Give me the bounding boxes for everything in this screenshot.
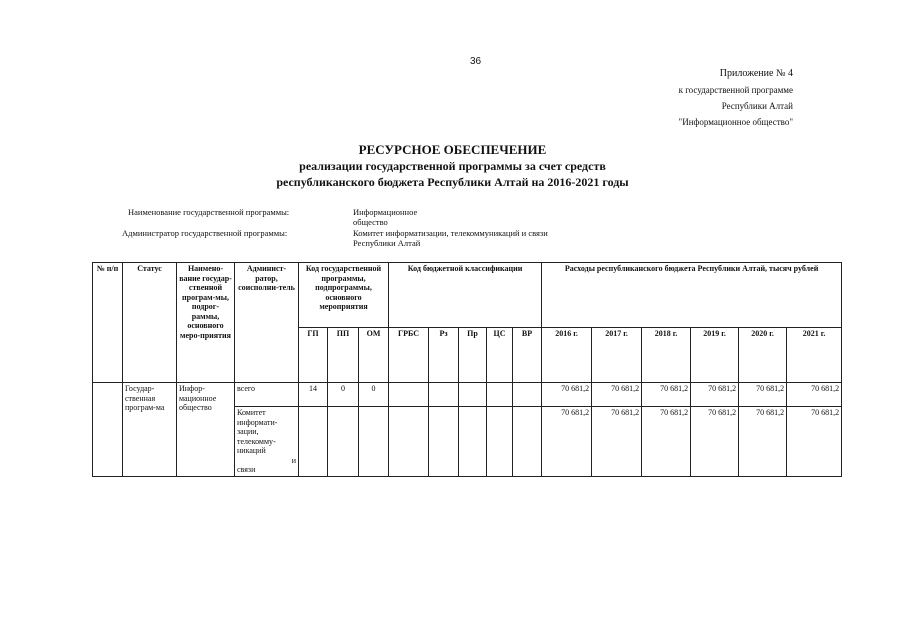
row-amount-cell: 70 681,2 — [542, 407, 592, 477]
row-gp-cell — [299, 407, 328, 477]
col-header-cs: ЦС — [487, 328, 513, 383]
row-grbs-cell — [389, 407, 429, 477]
row-num-cell — [93, 383, 123, 477]
row-amount-cell: 70 681,2 — [739, 407, 787, 477]
row-rz-cell — [429, 407, 459, 477]
col-header-year: 2019 г. — [691, 328, 739, 383]
title-line: реализации государственной программы за счет средств — [299, 159, 606, 173]
col-header-year: 2020 г. — [739, 328, 787, 383]
program-value: общество — [353, 217, 388, 227]
table-row — [93, 383, 842, 407]
resource-table — [92, 262, 842, 477]
annex-line: Республики Алтай — [721, 101, 793, 111]
row-amount-cell: 70 681,2 — [691, 383, 739, 407]
col-header-om: ОМ — [359, 328, 389, 383]
title-line: республиканского бюджета Республики Алтай на 2016-2021 годы — [276, 175, 629, 189]
admin-value: Республики Алтай — [353, 238, 421, 248]
row-rz-cell — [429, 383, 459, 407]
row-amount-cell: 70 681,2 — [739, 383, 787, 407]
row-vr-cell — [513, 407, 542, 477]
admin-name-text: связи — [237, 465, 256, 474]
row-status-cell: Государ-ственная програм-ма — [123, 383, 177, 477]
admin-name-text: Комитет информати-зации, телекомму-никаций — [237, 408, 278, 455]
col-header-year: 2021 г. — [787, 328, 842, 383]
annex-line: "Информационное общество" — [678, 117, 793, 127]
col-header-year: 2017 г. — [592, 328, 642, 383]
col-header-name: Наимено-вание государ-ственной програм-мы, подрог-раммы, основного меро-приятия — [177, 263, 235, 383]
col-header-grbs: ГРБС — [389, 328, 429, 383]
program-label: Наименование государственной программы: — [128, 207, 290, 217]
col-header-year: 2018 г. — [642, 328, 691, 383]
title-line: РЕСУРСНОЕ ОБЕСПЕЧЕНИЕ — [358, 142, 547, 157]
annex-block — [679, 66, 793, 130]
annex-line: Приложение № 4 — [719, 68, 793, 79]
program-value: Информационное — [353, 207, 418, 217]
row-cs-cell — [487, 407, 513, 477]
page-number: 36 — [470, 56, 482, 67]
row-grbs-cell — [389, 383, 429, 407]
col-header-vr: ВР — [513, 328, 542, 383]
row-amount-cell: 70 681,2 — [592, 407, 642, 477]
admin-value: Комитет информатизации, телекоммуникаций и связи — [353, 228, 548, 238]
col-header-status: Статус — [123, 263, 177, 383]
row-admin-cell — [235, 407, 299, 477]
row-amount-cell: 70 681,2 — [642, 407, 691, 477]
col-header-expenses: Расходы республиканского бюджета Республики Алтай, тысяч рублей — [542, 263, 842, 328]
admin-label: Администратор государственной программы: — [122, 228, 288, 238]
row-cs-cell — [487, 383, 513, 407]
col-header-gp: ГП — [299, 328, 328, 383]
row-vr-cell — [513, 383, 542, 407]
col-header-code: Код государственной программы, подпрограммы, основного мероприятия — [299, 263, 389, 328]
document-title — [0, 142, 905, 190]
row-pr-cell — [459, 407, 487, 477]
col-header-budget-class: Код бюджетной классификации — [389, 263, 542, 328]
annex-line: к государственной программе — [678, 85, 793, 95]
row-om-cell — [359, 407, 389, 477]
col-header-pp: ПП — [328, 328, 359, 383]
row-admin-cell: всего — [235, 383, 299, 407]
row-amount-cell: 70 681,2 — [642, 383, 691, 407]
admin-name-conj: и — [291, 455, 296, 465]
col-header-admin: Админист-ратор, соисполни-тель — [235, 263, 299, 383]
row-om-cell: 0 — [359, 383, 389, 407]
col-header-num: № п/п — [93, 263, 123, 383]
row-amount-cell: 70 681,2 — [542, 383, 592, 407]
row-amount-cell: 70 681,2 — [592, 383, 642, 407]
row-amount-cell: 70 681,2 — [787, 383, 842, 407]
row-pp-cell: 0 — [328, 383, 359, 407]
col-header-rz: Рз — [429, 328, 459, 383]
row-pp-cell — [328, 407, 359, 477]
col-header-pr: Пр — [459, 328, 487, 383]
col-header-year: 2016 г. — [542, 328, 592, 383]
row-amount-cell: 70 681,2 — [691, 407, 739, 477]
row-amount-cell: 70 681,2 — [787, 407, 842, 477]
row-name-cell: Инфор-мационное общество — [177, 383, 235, 477]
admin-name-tail — [237, 456, 296, 466]
row-gp-cell: 14 — [299, 383, 328, 407]
row-pr-cell — [459, 383, 487, 407]
